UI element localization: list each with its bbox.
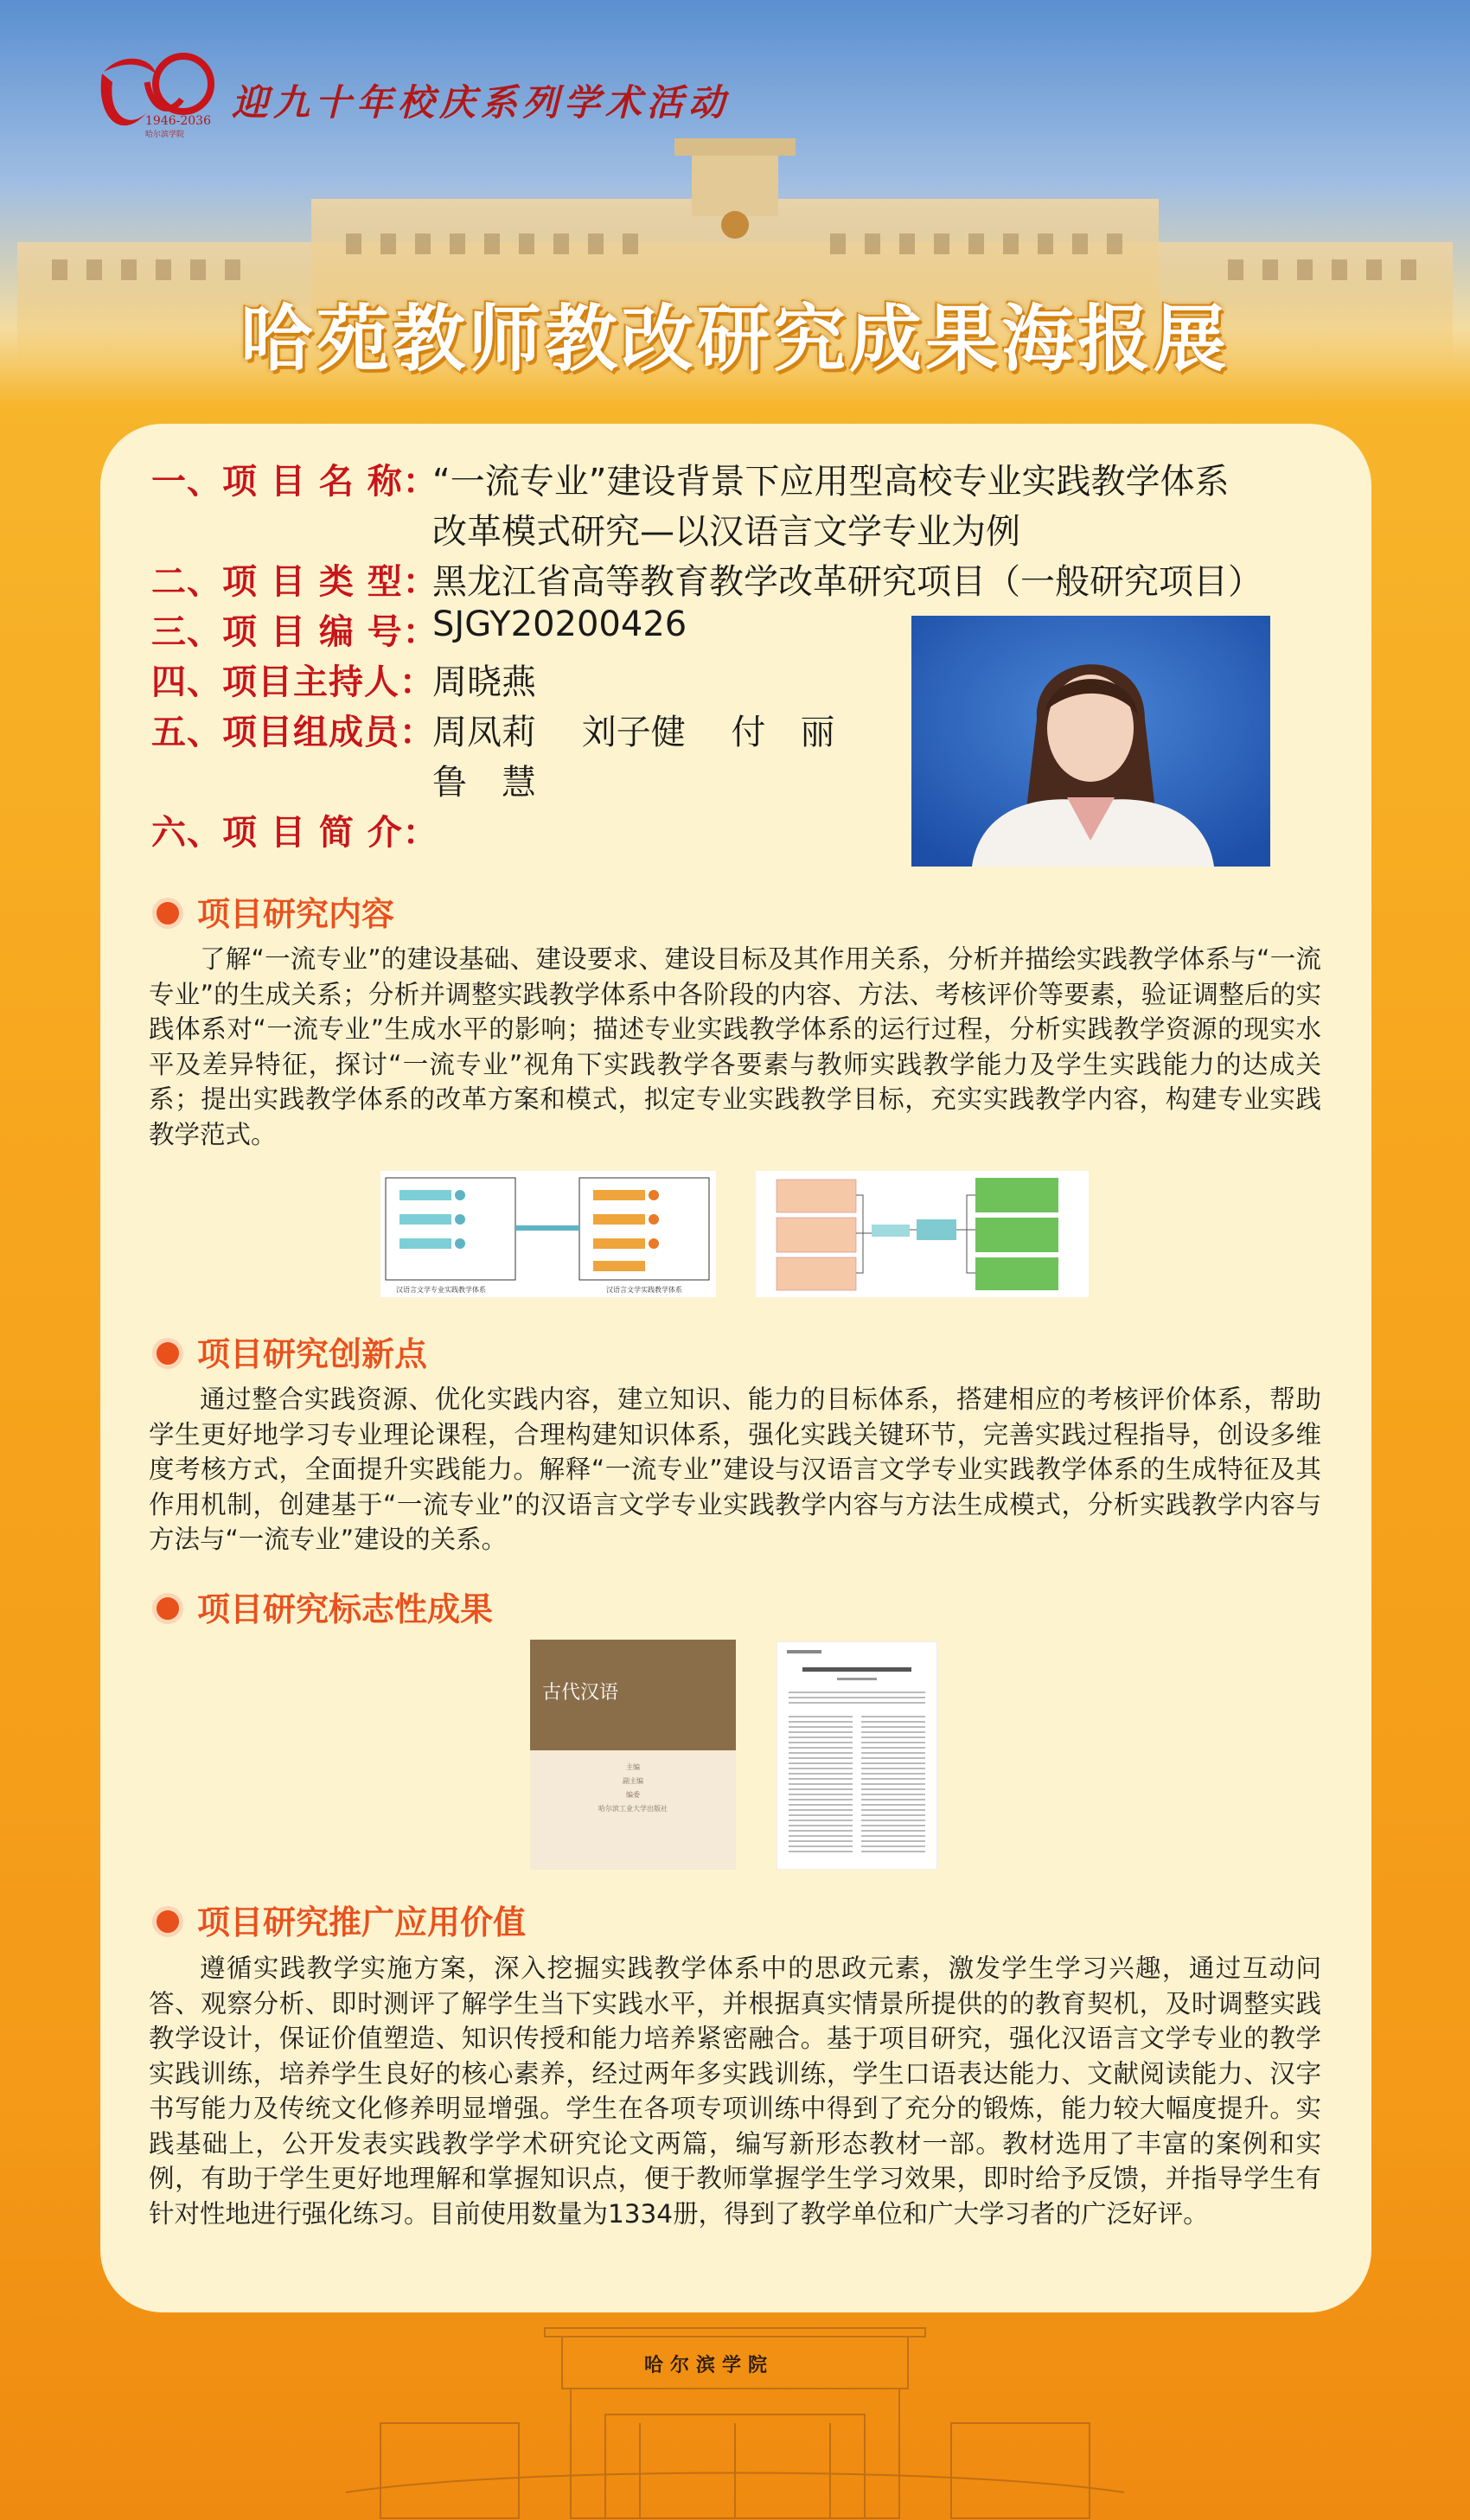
logo-subcaption: 哈尔滨学院 [145,131,185,139]
section-heading-application: 项目研究推广应用价值 [152,1896,526,1944]
info-label: 二、项 目 类 型： [151,562,438,602]
section-heading-achievements: 项目研究标志性成果 [152,1583,493,1631]
host-portrait-photo [911,616,1270,867]
info-value: SJGY20200426 [432,604,687,644]
info-label: 三、项 目 编 号： [151,612,438,652]
section-heading-innovation: 项目研究创新点 [152,1327,427,1376]
info-value: 周凤莉 刘子健 付 丽 [432,713,835,752]
section-heading-content: 项目研究内容 [152,887,394,936]
slogan: 迎九十年校庆系列学术活动 [232,81,731,124]
info-label: 五、项目组成员： [151,713,435,752]
bullet-dot-icon [152,1338,183,1369]
gate-inscription: 哈尔滨学院 [644,2354,775,2376]
textbook-cover-image [530,1640,736,1870]
info-value: 改革模式研究—以汉语言文学专业为例 [432,512,1020,552]
info-value: 周晓燕 [432,662,536,702]
section-text-application: 遵循实践教学实施方案，深入挖掘实践教学体系中的思政元素，激发学生学习兴趣，通过互动问答、观察分析、即时测评了解学生当下实践水平，并根据真实情景所提供的的教育契机，及时调整实践教学设计，保证价值塑造、知识传授和能力培养紧密融合。基于项目研究，强化汉语言文学专业的教学实践训练，培养学生良好的核心素养，经过两年多实践训练，学生口语表达能力、文献阅读能力、汉字书写能力及传统文化修养明显增强。学生在各项专项训练中得到了充分的锻炼，能力较大幅度提升。实践基础上，公开发表实践教学学术研究论文两篇，编写新形态教材一部。教材选用了丰富的案例和实例，有助于学生更好地理解和掌握知识点，便于教师掌握学生学习效果，即时给予反馈，并指导学生有针对性地进行强化练习。目前使用数量为1334册，得到了教学单位和广大学习者的广泛好评。 [149,1954,1321,2229]
section-text-content: 了解“一流专业”的建设基础、建设要求、建设目标及其作用关系，分析并描绘实践教学体系与“一流专业”的生成关系；分析并调整实践教学体系中各阶段的内容、方法、考核评价等要素，验证调整后的实践体系对“一流专业”生成水平的影响；描述专业实践教学体系的运行过程，分析实践教学资源的现实水平及差异特征，探讨“一流专业”视角下实践教学各要素与教师实践教学能力及学生实践能力的达成关系；提出实践教学体系的改革方案和模式，拟定专业实践教学目标，充实实践教学内容，构建专业实践教学范式。 [149,944,1321,1149]
practice-system-diagram-2 [756,1171,1089,1297]
info-value: 黑龙江省高等教育教学改革研究项目（一般研究项目） [432,562,1262,602]
bullet-dot-icon [152,1906,183,1937]
practice-system-diagram-1 [380,1171,716,1297]
published-paper-image [777,1641,937,1870]
section-text-innovation: 通过整合实践资源、优化实践内容，建立知识、能力的目标体系，搭建相应的考核评价体系，帮助学生更好地学习专业理论课程，合理构建知识体系，强化实践关键环节，完善实践过程指导，创设多维度考核方式，全面提升实践能力。解释“一流专业”建设与汉语言文学专业实践教学体系的生成特征及其作用机制，创建基于“一流专业”的汉语言文学专业实践教学内容与方法生成模式，分析实践教学内容与方法与“一流专业”建设的关系。 [149,1385,1321,1554]
info-label: 四、项目主持人： [151,662,435,702]
info-label: 六、项 目 简 介： [151,813,438,853]
info-value: “一流专业”建设背景下应用型高校专业实践教学体系 [432,462,1230,502]
bullet-dot-icon [152,1593,183,1624]
diagram-caption: 汉语言文学实践教学体系 [606,1286,682,1294]
bullet-dot-icon [152,898,183,929]
campus-gate-illustration [346,2319,1124,2520]
info-value: 鲁 慧 [432,763,536,803]
info-label: 一、项 目 名 称： [151,462,438,502]
textbook-title: 古代汉语 [542,1682,619,1704]
textbook-credits: 主编 副主编 编委 哈尔滨工业大学出版社 [598,1763,668,1813]
poster-title: 哈苑教师教改研究成果海报展 [240,297,1230,381]
diagram-caption: 汉语言文学专业实践教学体系 [396,1286,486,1294]
logo-caption: 1946-2036 [145,114,211,128]
